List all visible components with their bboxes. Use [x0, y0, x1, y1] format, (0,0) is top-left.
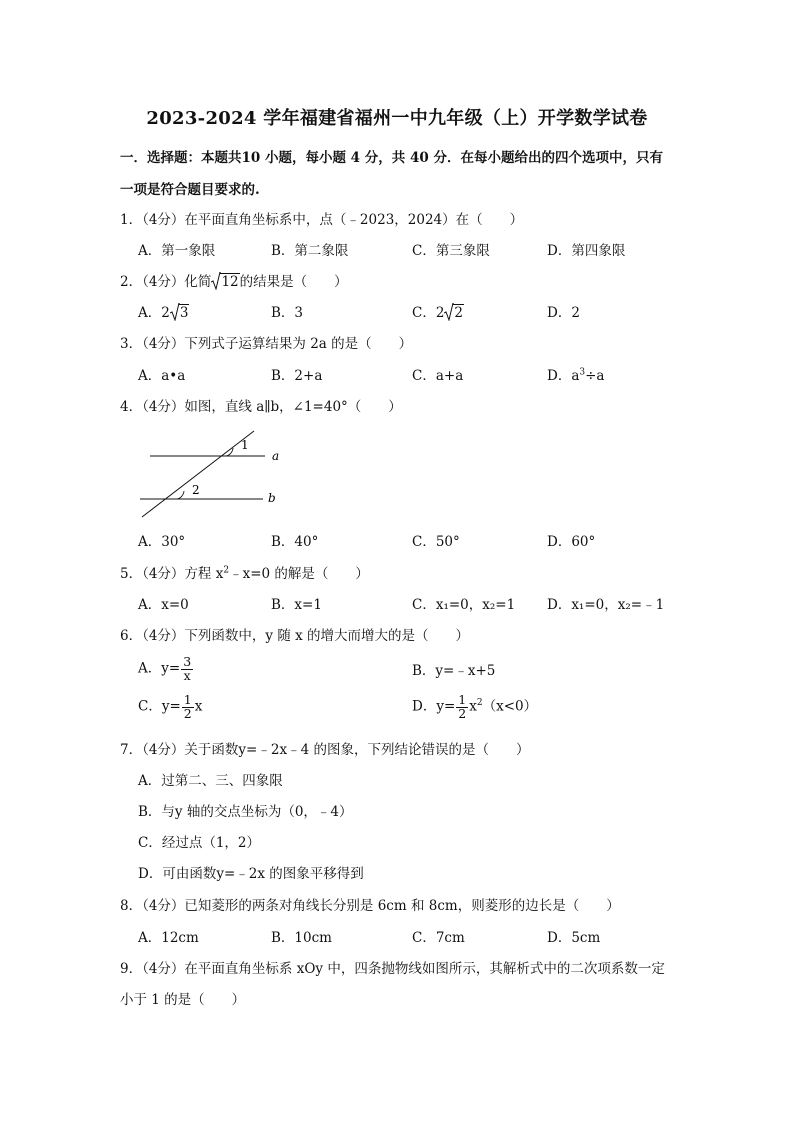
transversal-line	[142, 431, 254, 517]
question-6-option-a: A．y= $\frac{3}{x}$	[138, 654, 192, 683]
question-2-stem-prefix: 2．（4分）化简	[120, 274, 212, 290]
question-8-option-a: A．12cm	[138, 930, 199, 946]
sqrt-3: 3	[170, 305, 190, 321]
question-5-option-b: B．x=1	[271, 597, 322, 613]
question-7-stem: 7．（4分）关于函数y=﹣2x﹣4 的图象，下列结论错误的是（ ）	[120, 742, 530, 758]
fraction-3-over-x: $\frac{3}{x}$	[183, 654, 192, 683]
question-2-option-c: C．2 2	[412, 305, 464, 321]
question-7-option-d: D．可由函数y=﹣2x 的图象平移得到	[138, 866, 364, 882]
fraction-1-over-2: $\frac{1}{2}$	[458, 692, 467, 721]
question-3-option-a: A．a•a	[138, 368, 186, 384]
question-5-option-c: C．x₁=0，x₂=1	[412, 597, 516, 613]
question-2-stem	[120, 270, 348, 290]
question-8-option-b: B．10cm	[271, 930, 332, 946]
parallel-lines-figure	[130, 425, 300, 524]
sqrt-2: 2	[444, 305, 464, 321]
question-3-option-b: B．2+a	[271, 368, 323, 384]
question-8-option-c: C．7cm	[412, 930, 465, 946]
question-5-stem: 5．（4分）方程 $x^2﹣x=0$ 的解是（ ）	[120, 565, 369, 582]
question-1-option-c: C．第三象限	[412, 243, 490, 259]
question-4-option-b: B．40°	[271, 534, 319, 550]
question-9-stem-line2: 小于 1 的是（ ）	[120, 992, 246, 1008]
question-4-stem: 4．（4分）如图，直线 a∥b，∠1=40°（ ）	[120, 399, 402, 415]
question-6-stem: 6．（4分）下列函数中，y 随 x 的增大而增大的是（ ）	[120, 628, 470, 644]
question-4-options	[138, 530, 698, 550]
question-2-option-b: B．3	[271, 305, 304, 321]
question-4-option-c: C．50°	[412, 534, 460, 550]
question-7-option-b: B．与y 轴的交点坐标为（0，﹣4）	[138, 804, 353, 820]
question-3-option-d: D．$a^3\div a$	[547, 367, 605, 384]
fraction-1-over-2: $\frac{1}{2}$	[183, 692, 192, 721]
question-5-options	[138, 593, 698, 613]
question-6-option-b: B．y=﹣x+5	[412, 663, 496, 679]
line-a-label: a	[272, 449, 280, 463]
question-4-option-a: A．30°	[138, 534, 186, 550]
question-2-options	[138, 301, 698, 321]
angle-2-label: 2	[192, 483, 200, 497]
question-8-option-d: D．5cm	[547, 930, 601, 946]
question-7-option-c: C．经过点（1，2）	[138, 835, 261, 851]
question-8-options	[138, 926, 698, 946]
question-1-option-d: D．第四象限	[547, 243, 626, 259]
section-instruction-line2: 一项是符合题目要求的.	[120, 182, 260, 198]
question-1-option-b: B．第二象限	[271, 243, 349, 259]
question-3-stem: 3．（4分）下列式子运算结果为 2a 的是（ ）	[120, 336, 413, 352]
question-2-option-a: A．2 3	[138, 305, 189, 321]
angle-2-arc	[177, 491, 184, 499]
question-1-option-a: A．第一象限	[138, 243, 216, 259]
question-7-option-a: A．过第二、三、四象限	[138, 773, 283, 789]
question-4-option-d: D．60°	[547, 534, 596, 550]
question-8-stem: 8．（4分）已知菱形的两条对角线长分别是 6cm 和 8cm，则菱形的边长是（ ）	[120, 898, 620, 914]
question-3-option-c: C．a+a	[412, 368, 464, 384]
question-9-stem-line1: 9．（4分）在平面直角坐标系 xOy 中，四条抛物线如图所示，其解析式中的二次项系数一定	[120, 961, 665, 977]
question-3-options	[138, 364, 698, 384]
section-instruction-line1: 一．选择题：本题共10 小题，每小题 4 分，共 40 分．在每小题给出的四个选项中，只有	[120, 150, 663, 166]
angle-1-label: 1	[241, 438, 249, 452]
question-5-option-a: A．x=0	[138, 597, 189, 613]
question-5-option-d: D．x₁=0，x₂=﹣1	[547, 597, 665, 613]
sqrt-12: 12	[211, 274, 239, 290]
question-6-options-row2	[138, 694, 698, 728]
question-2-option-d: D．2	[547, 305, 580, 321]
question-6-options-row1	[138, 656, 698, 690]
question-2-stem-suffix: 的结果是（ ）	[239, 274, 348, 290]
question-6-option-c: C．y= $\frac{1}{2}$ x	[138, 692, 203, 721]
question-1-stem: 1．（4分）在平面直角坐标系中，点（﹣2023，2024）在（ ）	[120, 212, 524, 228]
question-1-options	[138, 239, 698, 259]
question-6-option-d: D．y= $\frac{1}{2}$ $x^2(x<0)$	[412, 692, 538, 721]
exam-title: 2023-2024 学年福建省福州一中九年级（上）开学数学试卷	[146, 108, 648, 129]
line-b-label: b	[268, 491, 276, 505]
